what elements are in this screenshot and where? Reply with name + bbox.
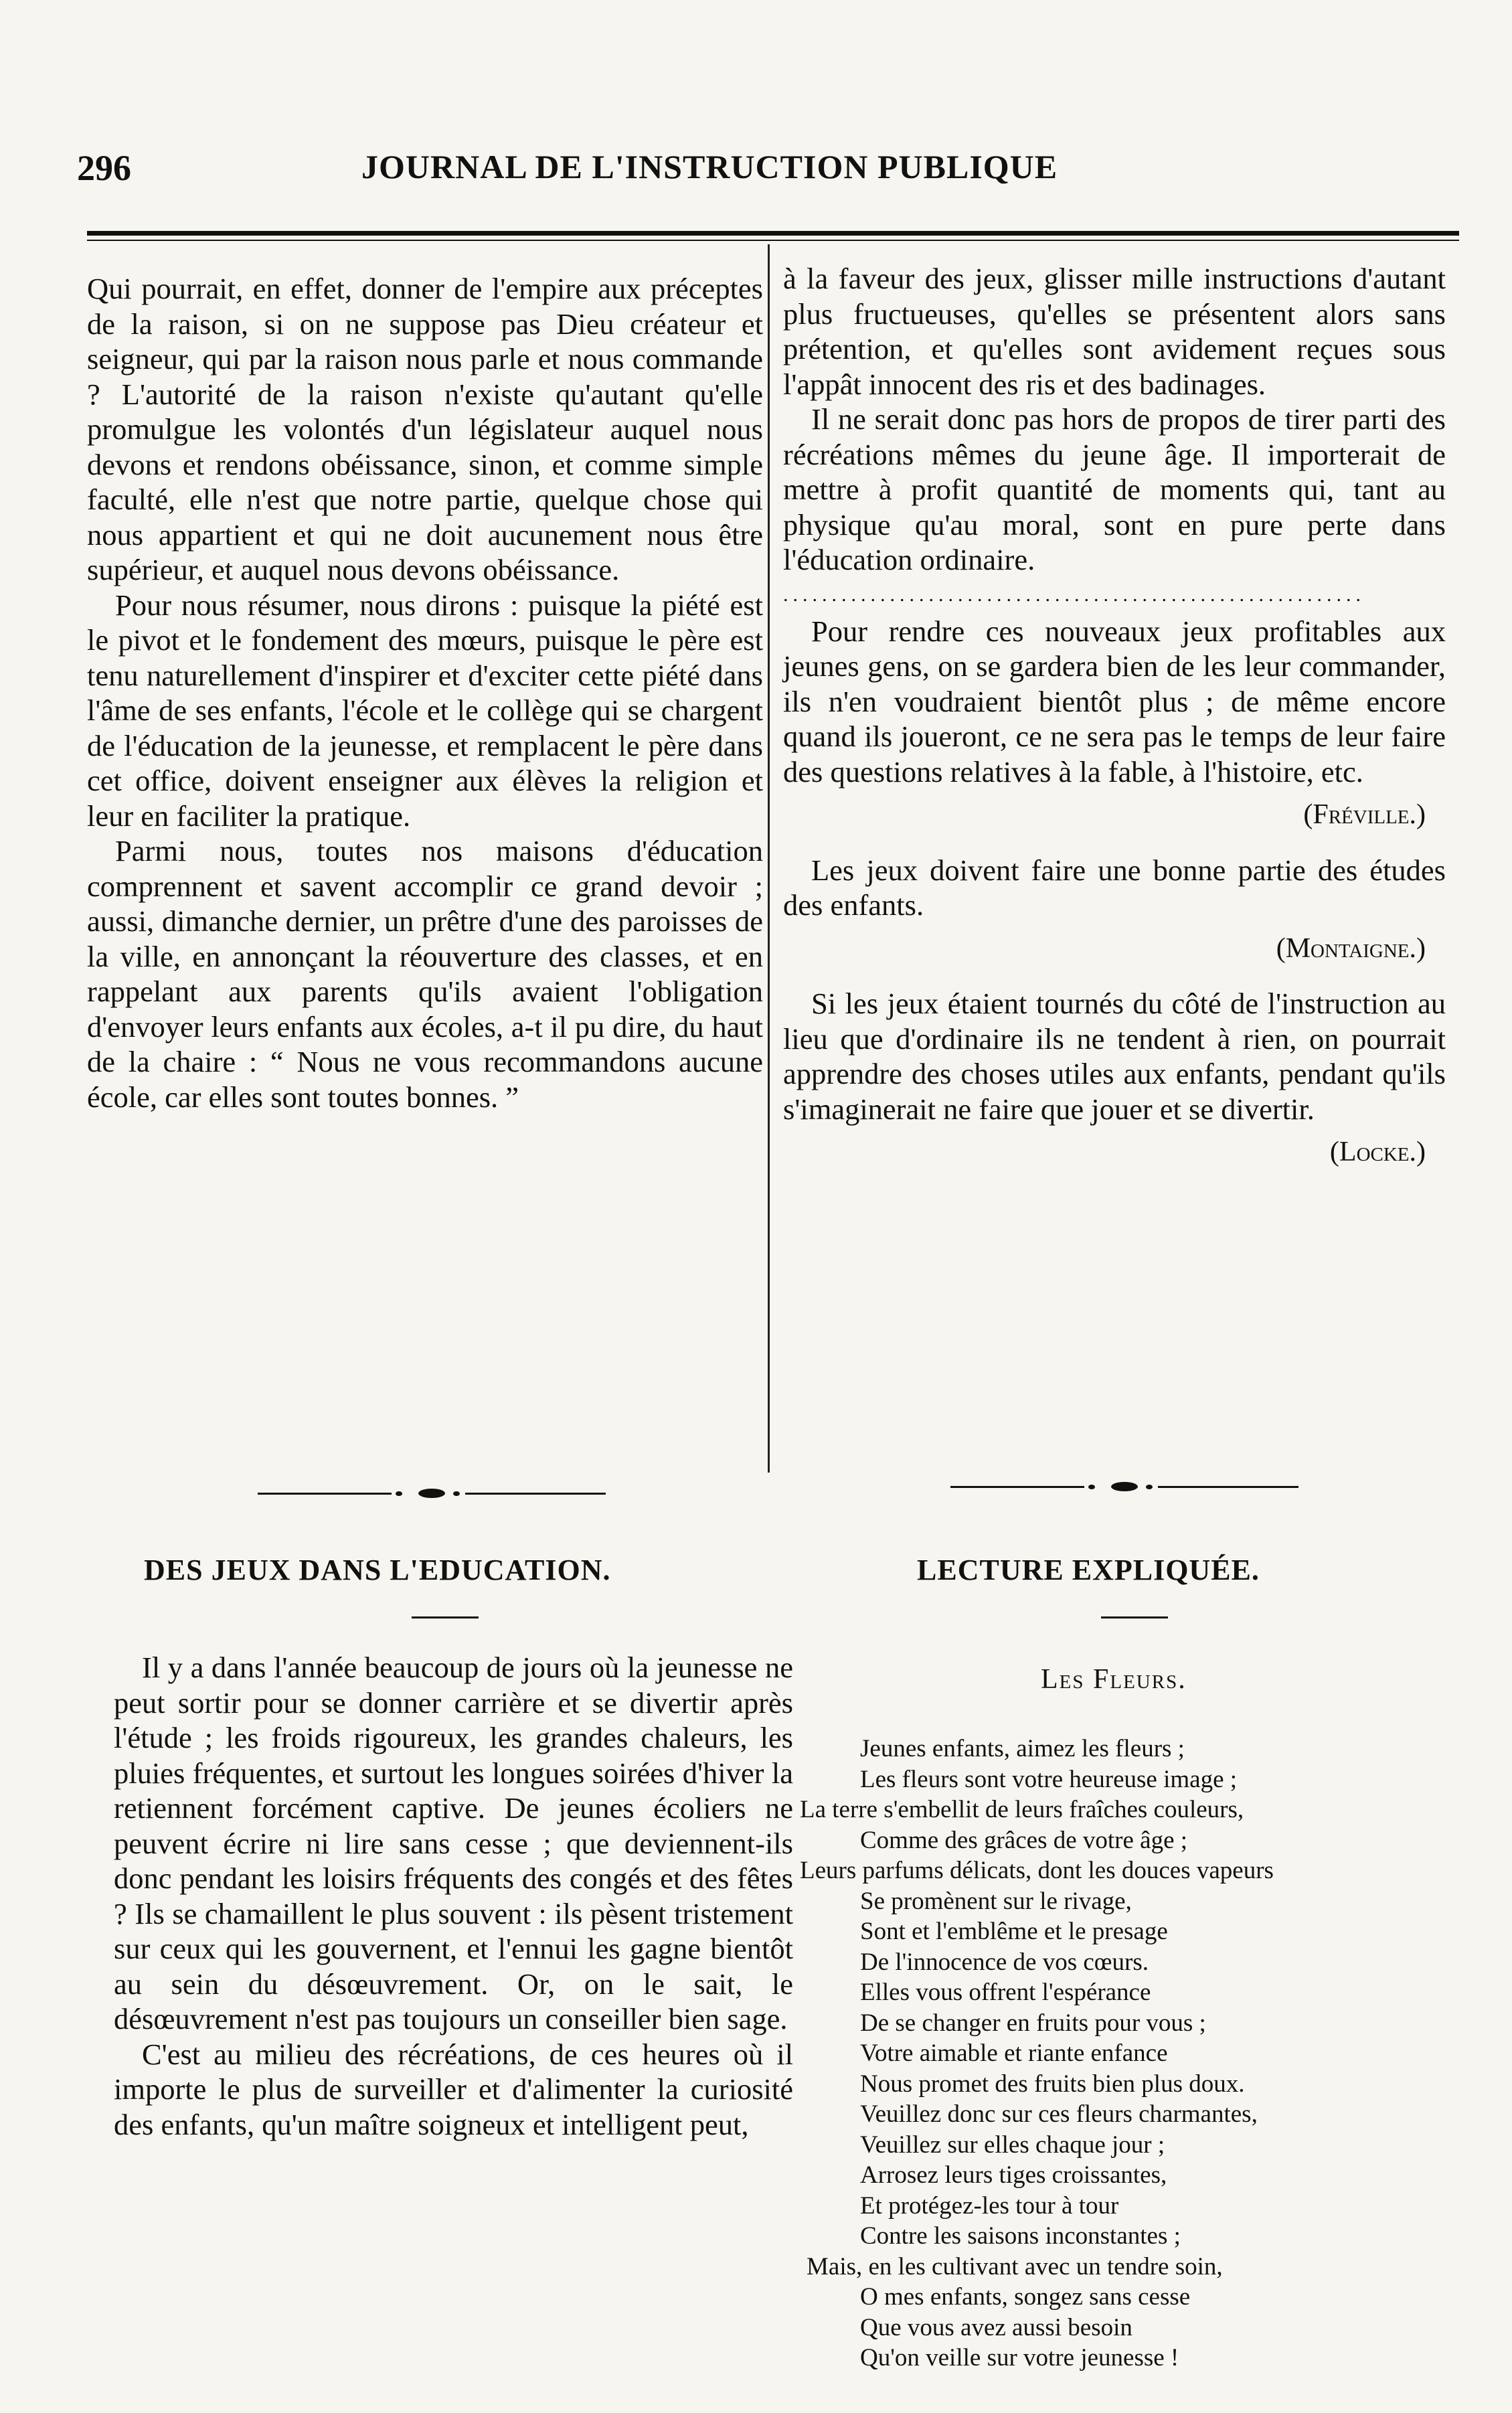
section-heading-right: LECTURE EXPLIQUÉE.: [917, 1554, 1260, 1586]
header-rule-thin: [87, 240, 1459, 241]
section-ornament-right: [950, 1479, 1298, 1495]
quote-author: (Locke.): [1329, 1137, 1426, 1167]
poem-line: Arrosez leurs tiges croissantes,: [860, 2161, 1167, 2189]
left-column-top: [87, 271, 763, 1114]
paragraph: Qui pourrait, en effet, donner de l'empire aux préceptes de la raison, si on ne suppose pas Dieu créateur et seigneur, qui par la raison nous parle et nous commande ? L'autorité de la raison n'existe qu'autant qu'elle promulgue les volontés d'un législateur auquel nous devons et rendons obéissance, sinon, et comme simple faculté, elle n'est que notre partie, quelque chose qui nous appartient et qui ne doit aucunement nous être supérieur, et auquel nous devons obéissance.: [87, 272, 763, 586]
poem-line: Contre les saisons inconstantes ;: [860, 2222, 1181, 2250]
column-separator: [768, 244, 770, 1473]
left-column-bottom: [114, 1650, 793, 2142]
section-heading-left: DES JEUX DANS L'EDUCATION.: [144, 1554, 611, 1586]
poem-line: Jeunes enfants, aimez les fleurs ;: [860, 1735, 1185, 1762]
paragraph: Il y a dans l'année beaucoup de jours où la jeunesse ne peut sortir pour se donner carrière et se divertir après l'étude ; les froids rigoureux, les grandes chaleurs, les pluies fréquentes, et surtout les longues soirées d'hiver la retiennent forcément captive. De jeunes écoliers ne peuvent écrire ni lire sans cesse ; que deviennent-ils donc pendant les loisirs fréquents des congés et des fêtes ? Ils se chamaillent le plus souvent : ils pèsent tristement sur ceux qui les gouvernent, et l'ennui les gagne bientôt au sein du désœuvrement. Or, on le sait, le désœuvrement n'est pas toujours un conseiller bien sage.: [114, 1651, 793, 2035]
quote-text: Les jeux doivent faire une bonne partie des études des enfants.: [783, 853, 1446, 922]
heading-rule-right: [1101, 1616, 1168, 1618]
poem-line: Veuillez sur elles chaque jour ;: [860, 2131, 1165, 2159]
quote-text: Si les jeux étaient tournés du côté de l'instruction au lieu que d'ordinaire ils ne tendent à rien, on pourrait apprendre des choses utiles aux enfants, pendant qu'ils s'imaginerait ne faire que jouer et se divertir.: [783, 987, 1446, 1126]
ellipsis-line: ............................................................: [783, 583, 1365, 606]
poem-line: De l'innocence de vos cœurs.: [860, 1948, 1149, 1976]
right-column-top: [783, 261, 1446, 1190]
poem-line: Votre aimable et riante enfance: [860, 2040, 1168, 2067]
poem-line: Sont et l'emblême et le presage: [860, 1918, 1168, 1945]
poem-line: La terre s'embellit de leurs fraîches couleurs,: [800, 1796, 1244, 1823]
quote-text: Pour rendre ces nouveaux jeux profitables aux jeunes gens, on se gardera bien de les leur commander, ils n'en voudraient bientôt plus ; de même encore quand ils joueront, ce ne sera pas le temps de leur faire des questions relatives à la fable, à l'histoire, etc.: [783, 614, 1446, 788]
paragraph: Parmi nous, toutes nos maisons d'éducation comprennent et savent accomplir ce grand devoir ; aussi, dimanche dernier, un prêtre d'une des paroisses de la ville, en annonçant la réouverture des classes, et en rappelant aux parents qu'ils avaient l'obligation d'envoyer leurs enfants aux écoles, a-t il pu dire, du haut de la chaire : “ Nous ne vous recommandons aucune école, car elles sont toutes bonnes. ”: [87, 834, 763, 1114]
poem-line: Se promènent sur le rivage,: [860, 1887, 1132, 1915]
poem-line: Nous promet des fruits bien plus doux.: [860, 2070, 1245, 2098]
journal-title: JOURNAL DE L'INSTRUCTION PUBLIQUE: [361, 148, 1058, 185]
poem-title: Les Fleurs.: [1041, 1664, 1187, 1695]
poem-line: Leurs parfums délicats, dont les douces vapeurs: [800, 1857, 1274, 1884]
paragraph: Pour nous résumer, nous dirons : puisque la piété est le pivot et le fondement des mœurs, puisque le père est tenu naturellement d'inspirer et d'exciter cette piété dans l'âme de ses enfants, l'école et le collège qui se chargent de l'éducation de la jeunesse, et remplacent le père dans cet office, doivent enseigner aux élèves la religion et leur en faciliter la pratique.: [87, 588, 763, 833]
poem-line: Que vous avez aussi besoin: [860, 2313, 1132, 2341]
poem-line: Elles vous offrent l'espérance: [860, 1979, 1151, 2006]
header-rule-thick: [87, 231, 1459, 236]
paragraph: Il ne serait donc pas hors de propos de tirer parti des récréations mêmes du jeune âge. Il importerait de mettre à profit quantité de moments qui, tant au physique qu'au moral, sont en pure perte dans l'éducation ordinaire.: [783, 402, 1446, 576]
page-number: 296: [77, 148, 131, 188]
poem-line: Et protégez-les tour à tour: [860, 2191, 1119, 2220]
section-ornament-left: [258, 1486, 606, 1502]
paragraph: C'est au milieu des récréations, de ces heures où il importe le plus de surveiller et d'alimenter la curiosité des enfants, qu'un maître soigneux et intelligent peut,: [114, 2037, 793, 2141]
poem-line: Les fleurs sont votre heureuse image ;: [860, 1765, 1238, 1793]
quote-author: (Fréville.): [1303, 799, 1426, 830]
page-header: [0, 147, 1512, 194]
heading-rule-left: [412, 1616, 479, 1618]
poem-line: De se changer en fruits pour vous ;: [860, 2009, 1206, 2037]
poem: [800, 1734, 1469, 2374]
poem-line: Comme des grâces de votre âge ;: [860, 1826, 1188, 1854]
paragraph: à la faveur des jeux, glisser mille instructions d'autant plus fructueuses, qu'elles se présentent alors sans prétention, et qu'elles sont avidement reçues sous l'appât innocent des ris et des badinages.: [783, 262, 1446, 401]
poem-line: Veuillez donc sur ces fleurs charmantes,: [860, 2100, 1258, 2128]
poem-line: Qu'on veille sur votre jeunesse !: [860, 2344, 1179, 2372]
poem-line: O mes enfants, songez sans cesse: [860, 2283, 1191, 2311]
poem-line: Mais, en les cultivant avec un tendre soin,: [807, 2252, 1223, 2280]
quote-author: (Montaigne.): [1276, 932, 1426, 964]
